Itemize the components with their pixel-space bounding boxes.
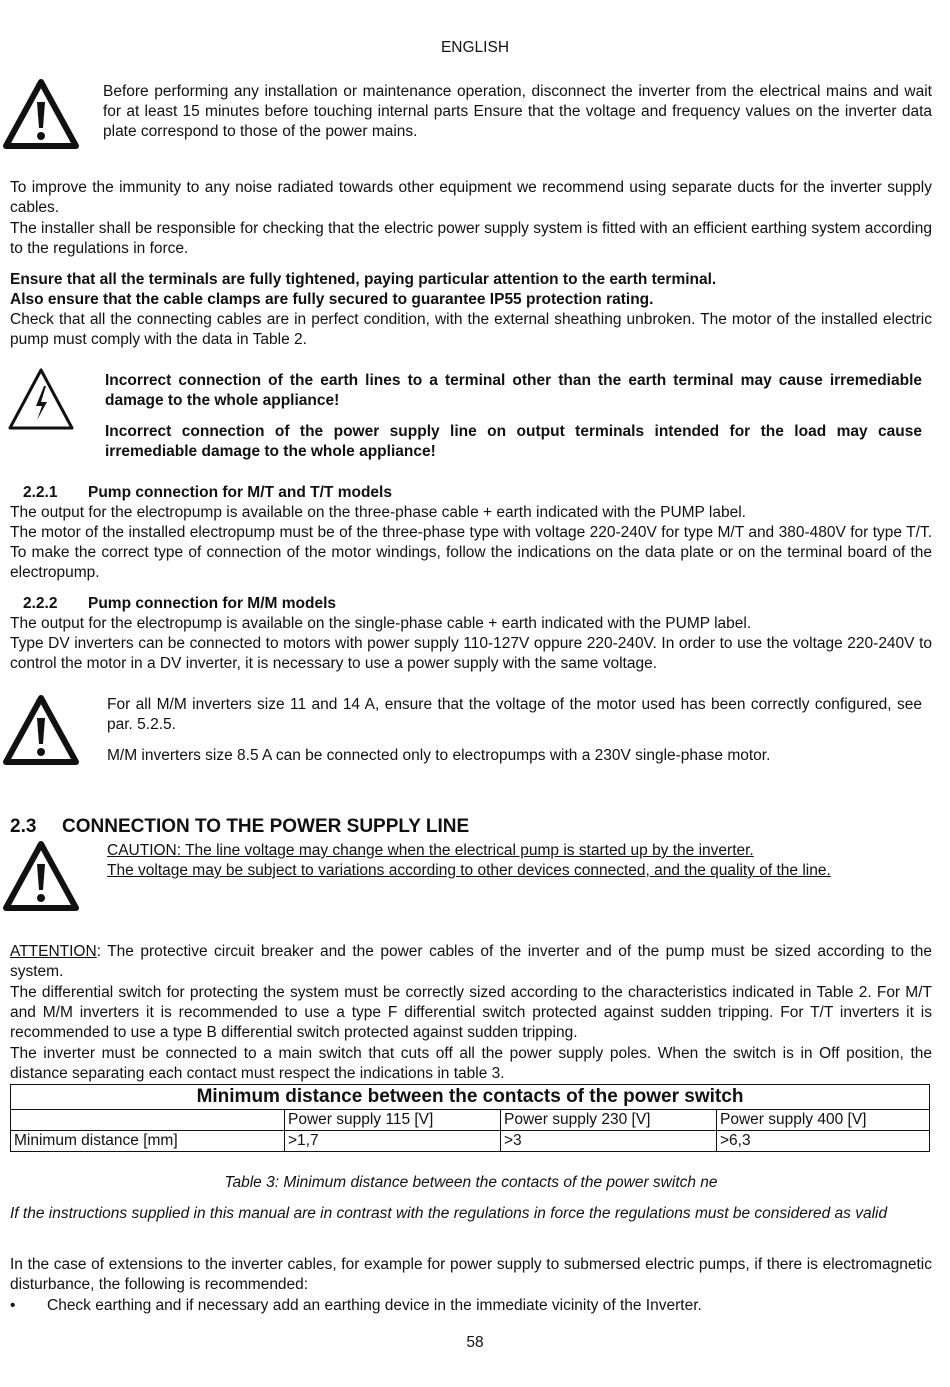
electric-warning-earth: Incorrect connection of the earth lines to a terminal other than the earth terminal may cause irremediable damage to the whole appliance! <box>105 372 922 409</box>
paragraph-three-phase-motor: The motor of the installed electropump must be of the three-phase type with voltage 220-240V for type M/T and 380-480V for type T/T. To make the correct type of connection of the motor windings, follow the indications on the data plate or on the terminal board of the electropump. <box>10 524 932 581</box>
section-heading-2-2-1 <box>23 483 392 503</box>
paragraph-installer: The installer shall be responsible for checking that the electric power supply system is fitted with an efficient earthing system according to the regulations in force. <box>10 220 932 257</box>
electric-warning-output: Incorrect connection of the power supply line on output terminals intended for the load may cause irremediable damage to the whole appliance! <box>105 423 922 460</box>
distance-table <box>10 1084 930 1152</box>
paragraph-single-phase-output: The output for the electropump is available on the single-phase cable + earth indicated with the PUMP label. <box>10 615 752 632</box>
warning-text-8-5a: M/M inverters size 8.5 A can be connected only to electropumps with a 230V single-phase motor. <box>107 747 771 764</box>
italic-regulations-note: If the instructions supplied in this manual are in contrast with the regulations in force the regulations must be considered as valid <box>10 1205 888 1222</box>
page-number: 58 <box>466 1334 484 1351</box>
bullet-icon: • <box>10 1297 16 1314</box>
caution-voltage-variations: The voltage may be subject to variations according to other devices connected, and the quality of the line. <box>107 862 831 879</box>
table-cell: Minimum distance [mm] <box>11 1131 285 1152</box>
table-caption: Table 3: Minimum distance between the contacts of the power switch ne <box>224 1174 718 1191</box>
table-header-cell: Power supply 115 [V] <box>285 1110 501 1131</box>
table-header-cell <box>11 1110 285 1131</box>
table-cell: >1,7 <box>285 1131 501 1152</box>
warning-text-disconnect: Before performing any installation or maintenance operation, disconnect the inverter from the electrical mains and wait for at least 15 minutes before touching internal parts Ensure that the voltage and frequency values on the inverter data plate correspond to those of the power mains. <box>103 83 932 140</box>
table-header-cell: Power supply 400 [V] <box>717 1110 930 1131</box>
table-row <box>11 1131 930 1152</box>
paragraph-dv-inverters: Type DV inverters can be connected to motors with power supply 110-127V oppure 220-240V. In order to use the voltage 220-240V to control the motor in a DV inverter, it is necessary to use a power supply with the same voltage. <box>10 635 932 672</box>
table-header-row <box>11 1110 930 1131</box>
paragraph-attention <box>10 942 932 982</box>
attention-text: : The protective circuit breaker and the power cables of the inverter and of the pump must be sized according to the system. <box>10 943 932 980</box>
paragraph-cables: Check that all the connecting cables are in perfect condition, with the external sheathing unbroken. The motor of the installed electric pump must comply with the data in Table 2. <box>10 311 932 348</box>
page-header: ENGLISH <box>440 39 510 56</box>
paragraph-extensions: In the case of extensions to the inverter cables, for example for power supply to submersed electric pumps, if there is electromagnetic disturbance, the following is recommended: <box>10 1256 932 1293</box>
attention-label: ATTENTION <box>10 943 97 960</box>
section-title: CONNECTION TO THE POWER SUPPLY LINE <box>62 816 470 837</box>
section-heading-2-2-2 <box>23 594 336 614</box>
bullet-earthing: Check earthing and if necessary add an earthing device in the immediate vicinity of the Inverter. <box>47 1297 702 1314</box>
section-heading-2-3 <box>10 817 469 837</box>
warning-triangle-icon <box>2 840 80 912</box>
section-title: Pump connection for M/T and T/T models <box>88 484 392 501</box>
section-title: Pump connection for M/M models <box>88 595 337 612</box>
paragraph-immunity: To improve the immunity to any noise radiated towards other equipment we recommend using separate ducts for the inverter supply cables. <box>10 179 932 216</box>
warning-triangle-icon <box>2 694 80 766</box>
caution-line-voltage: CAUTION: The line voltage may change when the electrical pump is started up by the inverter. <box>107 842 754 859</box>
bold-terminals: Ensure that all the terminals are fully tightened, paying particular attention to the earth terminal. <box>10 271 717 288</box>
table-header-cell: Power supply 230 [V] <box>501 1110 717 1131</box>
table-cell: >3 <box>501 1131 717 1152</box>
paragraph-main-switch: The inverter must be connected to a main switch that cuts off all the power supply poles. When the switch is in Off position, the distance separating each contact must respect the indications in table 3. <box>10 1045 932 1082</box>
bold-cable-clamps: Also ensure that the cable clamps are fully secured to guarantee IP55 protection rating. <box>10 291 654 308</box>
warning-triangle-icon <box>2 78 80 150</box>
warning-text-mm-inverters: For all M/M inverters size 11 and 14 A, ensure that the voltage of the motor used has been correctly configured, see par. 5.2.5. <box>107 696 922 733</box>
section-number: 2.3 <box>10 816 37 837</box>
paragraph-differential-switch: The differential switch for protecting the system must be correctly sized according to the characteristics indicated in Table 2. For M/T and M/M inverters it is recommended to use a type F differential switch protected against sudden tripping. For T/T inverters it is recommended to use a type B differential switch protected against sudden tripping. <box>10 984 932 1041</box>
table-title-row <box>11 1085 930 1110</box>
section-number: 2.2.1 <box>23 484 58 501</box>
section-number: 2.2.2 <box>23 595 58 612</box>
paragraph-three-phase-output: The output for the electropump is available on the three-phase cable + earth indicated with the PUMP label. <box>10 504 746 521</box>
electric-hazard-icon <box>6 366 76 434</box>
table-title: Minimum distance between the contacts of the power switch <box>11 1085 930 1110</box>
table-cell: >6,3 <box>717 1131 930 1152</box>
